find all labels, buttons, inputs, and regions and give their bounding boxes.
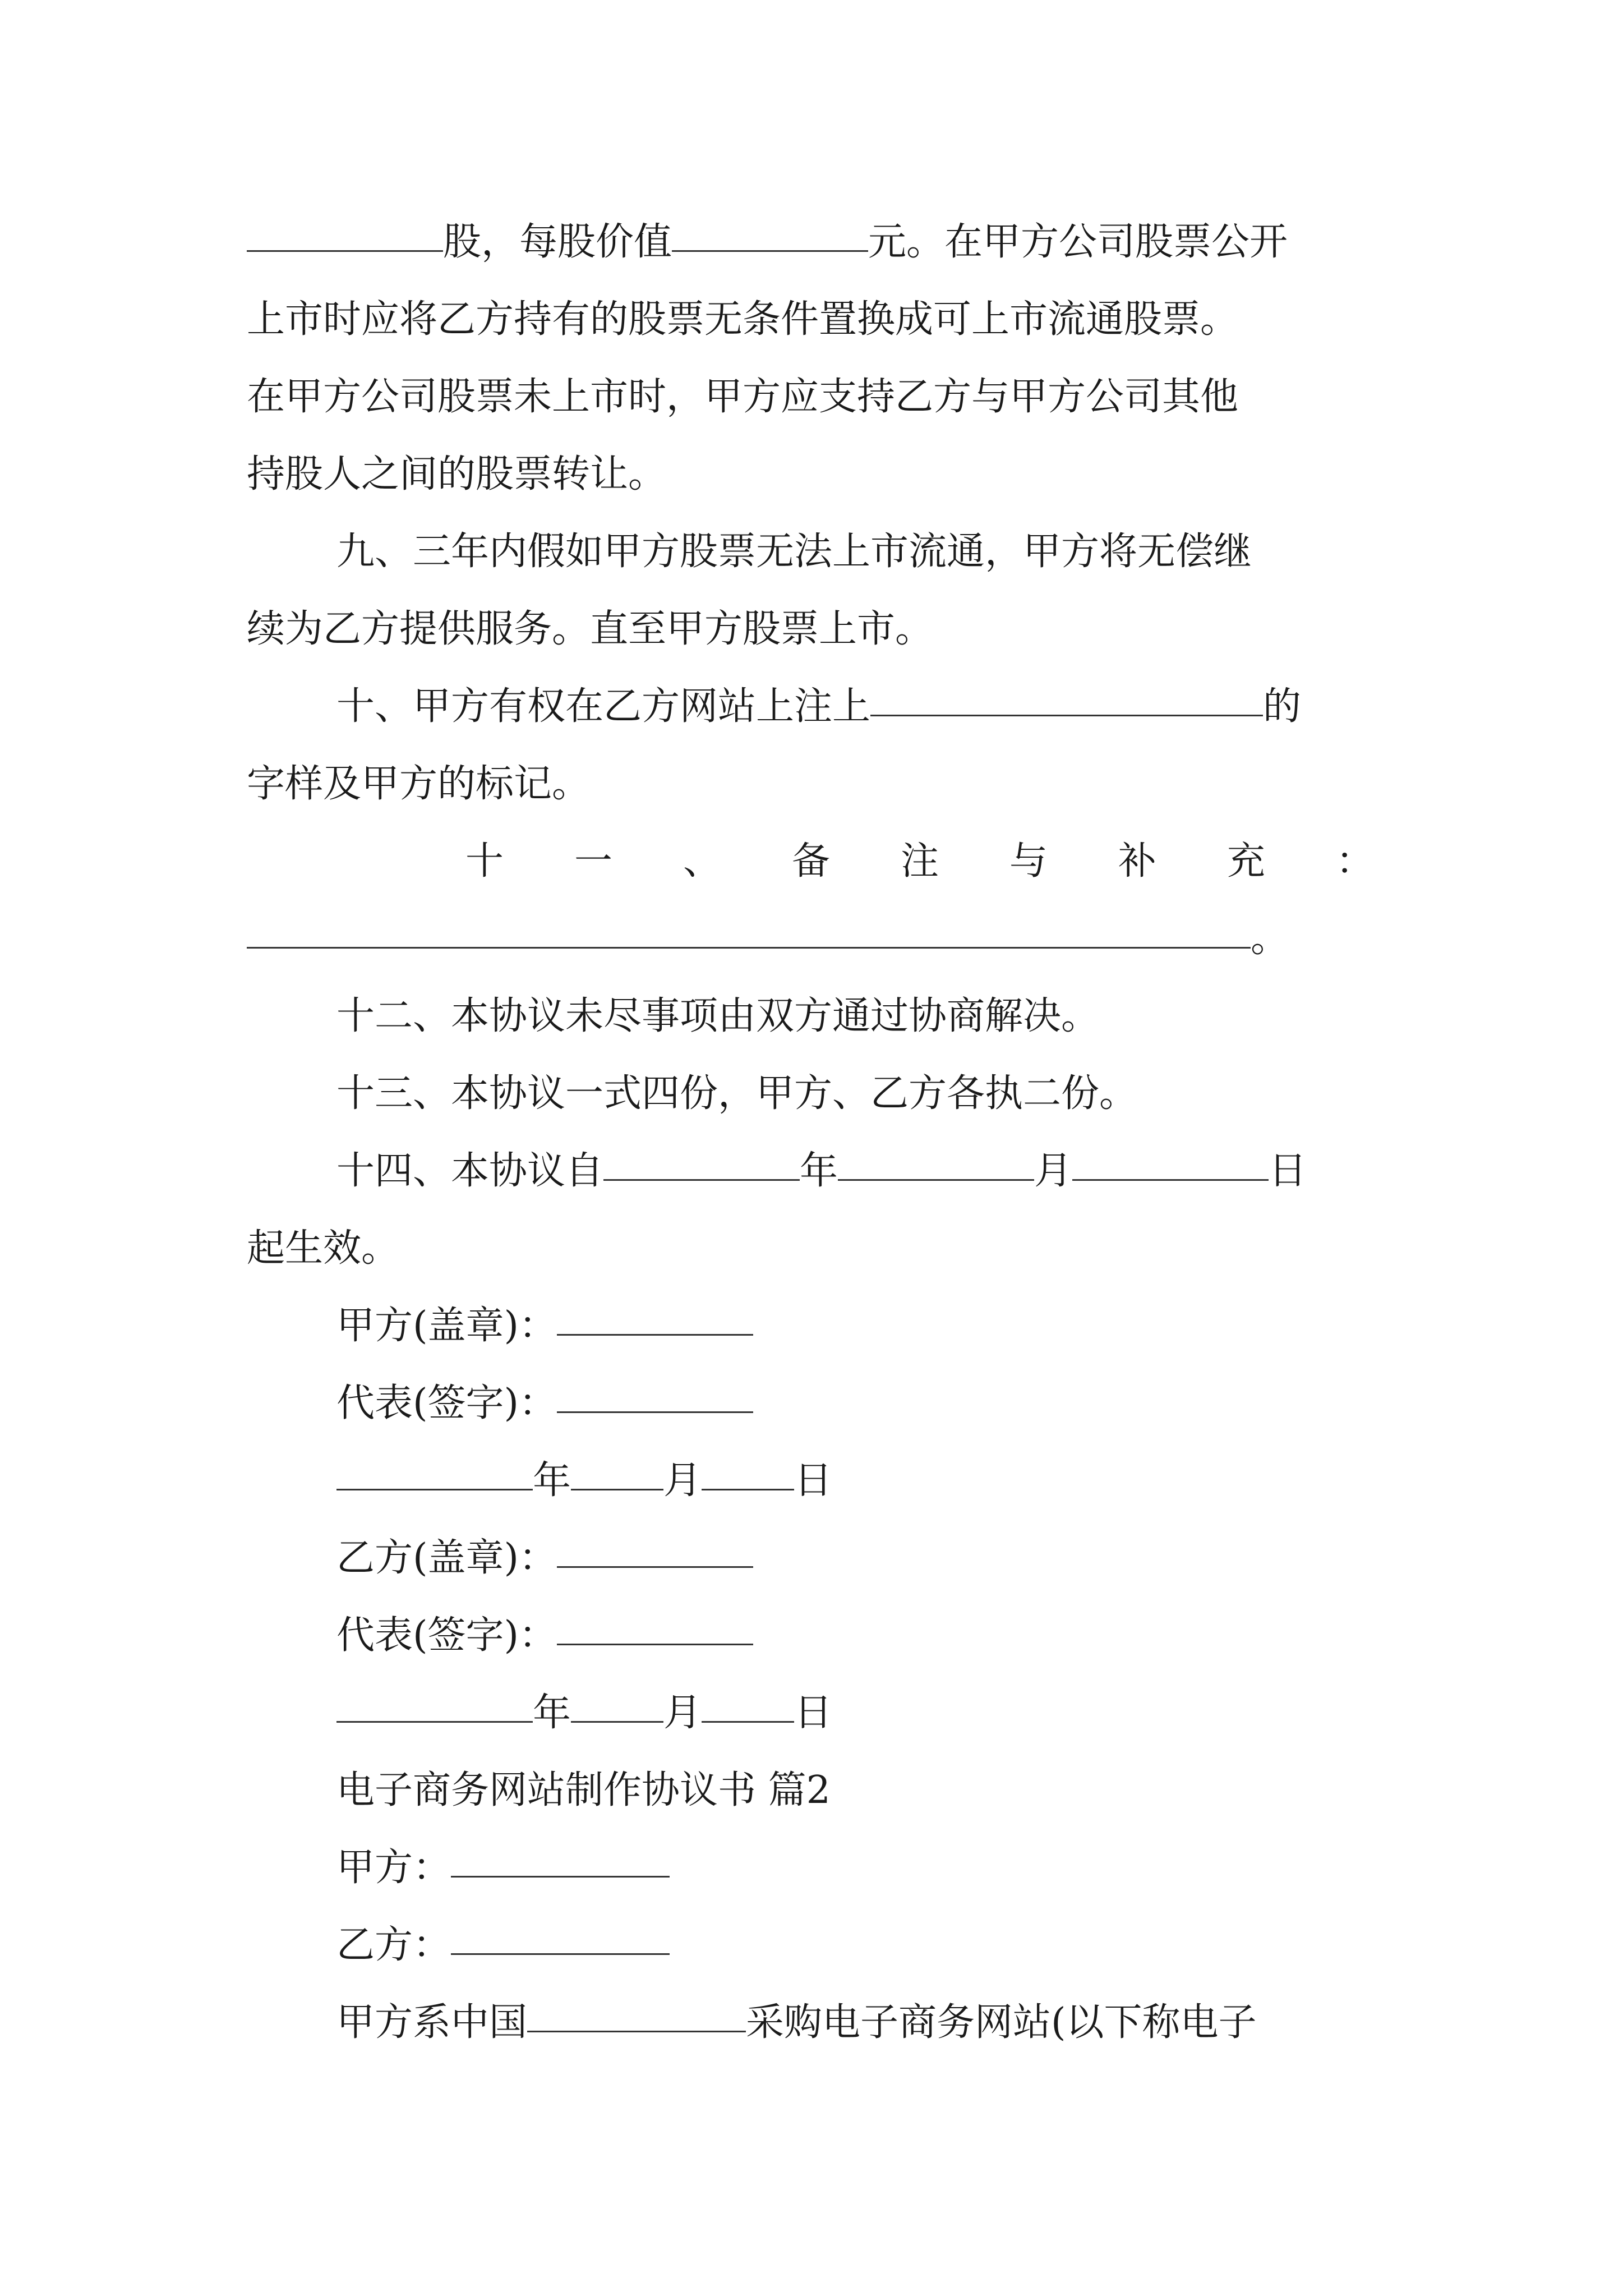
clause-10-line1: 十、甲方有权在乙方网站上注上 的 [336, 684, 1302, 729]
p1-line2: 上市时应将乙方持有的股票无条件置换成可上市流通股票。 [247, 297, 1239, 342]
blank-shares [247, 250, 443, 252]
p1-line1: 股，每股价值 元。在甲方公司股票公开 [247, 209, 1288, 276]
blank-s2-party-a [451, 1876, 670, 1878]
blank-party-b-rep [557, 1644, 753, 1645]
blank-a-month [571, 1489, 663, 1490]
party-b-stamp: 乙方(盖章)： [336, 1525, 753, 1592]
blank-a-day [702, 1489, 794, 1490]
blank-share-value [672, 250, 868, 252]
section-2-party-a: 甲方： [336, 1834, 670, 1902]
blank-site-mark [870, 715, 1263, 716]
clause-11-fill: 。 [247, 905, 1289, 973]
clause-14-line2: 起生效。 [247, 1226, 400, 1271]
party-a-date: 年 月 日 [336, 1447, 832, 1515]
blank-month [838, 1179, 1034, 1181]
p1-line3: 在甲方公司股票未上市时，甲方应支持乙方与甲方公司其他 [247, 375, 1239, 419]
section-2-party-b: 乙方： [336, 1912, 670, 1979]
clause-14-line1: 十四、本协议自 年 月 日 [336, 1149, 1307, 1193]
clause-9-line1: 九、三年内假如甲方股票无法上市流通，甲方将无偿继 [336, 530, 1252, 574]
blank-b-year [336, 1721, 533, 1723]
blank-party-a-stamp [557, 1334, 753, 1336]
blank-s2-name [527, 2031, 746, 2032]
party-b-rep: 代表(签字)： [336, 1602, 753, 1669]
clause-11-heading: 十 一 、 备 注 与 补 充 ： [465, 839, 1374, 884]
p1-line4: 持股人之间的股票转让。 [247, 452, 667, 496]
blank-party-b-stamp [557, 1566, 753, 1568]
party-b-date: 年 月 日 [336, 1680, 832, 1747]
blank-a-year [336, 1489, 533, 1490]
section-2-intro: 甲方系中国 采购电子商务网站(以下称电子 [336, 2000, 1257, 2045]
party-a-stamp: 甲方(盖章)： [336, 1292, 753, 1360]
blank-year [603, 1179, 800, 1181]
blank-day [1072, 1179, 1269, 1181]
clause-10-line2: 字样及甲方的标记。 [247, 762, 591, 806]
blank-b-month [571, 1721, 663, 1723]
party-a-rep: 代表(签字)： [336, 1370, 753, 1437]
blank-s2-party-b [451, 1953, 670, 1955]
section-2-title: 电子商务网站制作协议书 篇2 [336, 1768, 831, 1812]
blank-party-a-rep [557, 1411, 753, 1413]
clause-12: 十二、本协议未尽事项由双方通过协商解决。 [336, 994, 1100, 1038]
blank-remarks [247, 947, 1251, 949]
clause-9-line2: 续为乙方提供服务。直至甲方股票上市。 [247, 607, 934, 651]
clause-13: 十三、本协议一式四份，甲方、乙方各执二份。 [336, 1071, 1138, 1116]
blank-b-day [702, 1721, 794, 1723]
